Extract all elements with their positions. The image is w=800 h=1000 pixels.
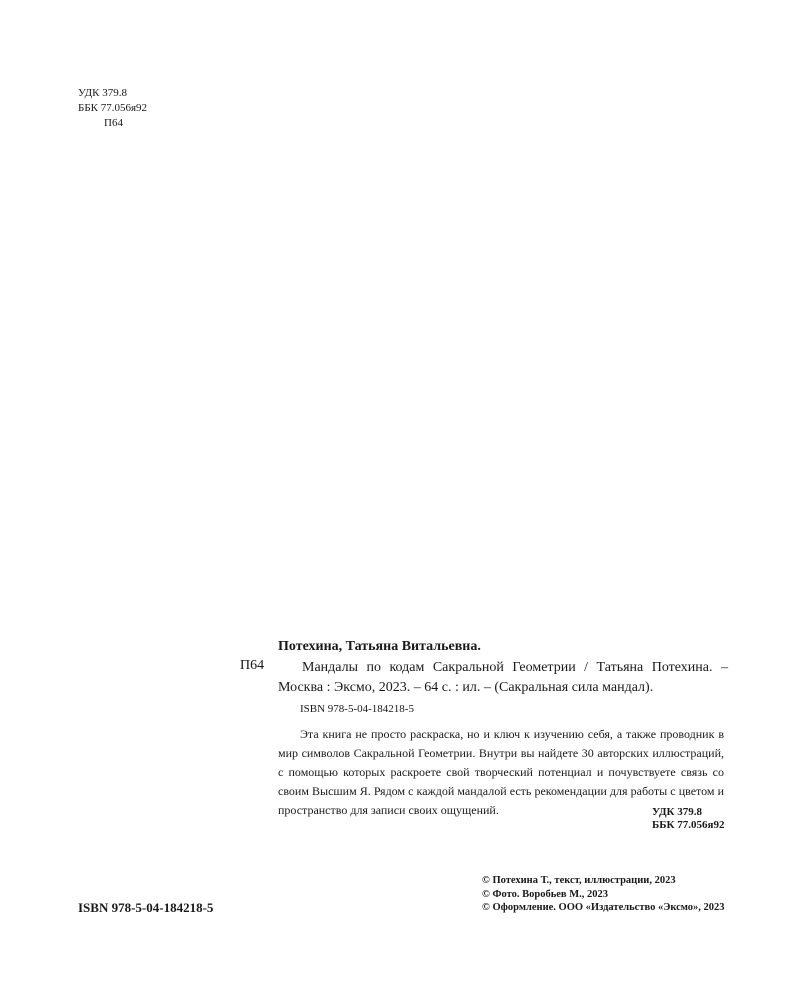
udk-code: УДК 379.8 [78,87,128,99]
book-annotation: Эта книга не просто раскраска, но и ключ к изучению себя, а также проводник в мир символов Сакральной Геометрии. Внутри вы найдете 30 авторских иллюстраций, с помощью которых раскроете свой творческий потенциал и почувствуете связь со своим Высшим Я. Рядом с каждой мандалой есть рекомендации для работы с цветом и пространство для записи своих ощущений. [278,727,724,817]
classification-codes-top [78,86,147,131]
cutter-code: П64 [104,117,123,129]
udk-code-bottom: УДК 379.8 [652,806,703,818]
copyright-block [482,874,725,915]
copyright-line: © Фото. Воробьев М., 2023 [482,888,609,900]
bibliographic-entry: Мандалы по кодам Сакральной Геометрии / Татьяна Потехина. – Москва : Эксмо, 2023. – 64 с. : ил. – (Сакральная сила мандал). [278,660,728,695]
classification-codes-bottom [652,806,724,832]
copyright-line: © Потехина Т., текст, иллюстрации, 2023 [482,875,676,886]
bbk-code-bottom: ББК 77.056я92 [652,819,725,831]
isbn-large: ISBN 978-5-04-184218-5 [78,900,214,915]
copyright-line: © Оформление. ООО «Издательство «Эксмо», 2023 [482,902,725,913]
catalog-isbn: ISBN 978-5-04-184218-5 [300,703,414,715]
bbk-code: ББК 77.056я92 [78,102,148,114]
catalog-cutter-code: П64 [240,658,265,673]
author-heading: Потехина, Татьяна Витальевна. [278,639,481,654]
